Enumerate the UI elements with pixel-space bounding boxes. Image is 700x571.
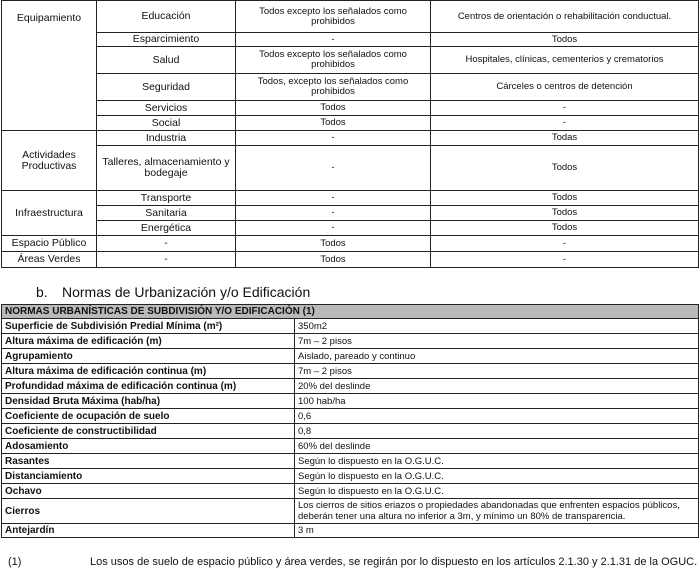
norm-value: Según lo dispuesto en la O.G.U.C.	[295, 454, 699, 469]
use-name: Transporte	[97, 191, 236, 206]
group-areas-verdes: Áreas Verdes	[2, 252, 97, 268]
norm-label: Antejardín	[2, 524, 295, 538]
use-prohibited: Todos	[431, 146, 699, 191]
norm-label: Cierros	[2, 499, 295, 524]
use-prohibited: Todos	[431, 33, 699, 47]
use-permitted: Todos	[236, 252, 431, 268]
norms-header: NORMAS URBANÍSTICAS DE SUBDIVISIÓN Y/O EDIFICACIÓN (1)	[2, 305, 699, 319]
use-name: Talleres, almacenamiento y bodegaje	[97, 146, 236, 191]
use-prohibited: -	[431, 116, 699, 131]
norm-value: Según lo dispuesto en la O.G.U.C.	[295, 469, 699, 484]
norm-value: 20% del deslinde	[295, 379, 699, 394]
group-infraestructura: Infraestructura	[2, 191, 97, 236]
use-name: Sanitaria	[97, 206, 236, 221]
land-use-table	[1, 0, 699, 268]
norm-label: Distanciamiento	[2, 469, 295, 484]
footnote-number: (1)	[8, 556, 22, 568]
use-permitted: Todos	[236, 101, 431, 116]
footnote-text: Los usos de suelo de espacio público y área verdes, se regirán por lo dispuesto en los artículos 2.1.30 y 2.1.31 de la OGUC.	[90, 556, 698, 568]
norm-label: Densidad Bruta Máxima (hab/ha)	[2, 394, 295, 409]
use-permitted: -	[236, 206, 431, 221]
use-prohibited: Cárceles o centros de detención	[431, 74, 699, 101]
use-prohibited: Todos	[431, 206, 699, 221]
section-letter: b.	[36, 284, 48, 300]
group-espacio-publico: Espacio Público	[2, 236, 97, 252]
use-prohibited: Todas	[431, 131, 699, 146]
norm-label: Agrupamiento	[2, 349, 295, 364]
norm-value: Los cierros de sitios eriazos o propiedades abandonadas que enfrenten espacios públicos, deberán tener una altura no inferior a 3m, y mínimo un 80% de transparencia.	[295, 499, 699, 524]
use-permitted: -	[236, 191, 431, 206]
use-name: Educación	[97, 1, 236, 33]
norm-value: 7m – 2 pisos	[295, 364, 699, 379]
norm-label: Altura máxima de edificación (m)	[2, 334, 295, 349]
use-name: Salud	[97, 47, 236, 74]
norms-table	[1, 304, 699, 538]
use-permitted: -	[236, 131, 431, 146]
use-permitted: -	[236, 146, 431, 191]
use-prohibited: Centros de orientación o rehabilitación conductual.	[431, 1, 699, 33]
norm-label: Ochavo	[2, 484, 295, 499]
norm-label: Superficie de Subdivisión Predial Mínima (m²)	[2, 319, 295, 334]
section-title: Normas de Urbanización y/o Edificación	[62, 284, 311, 300]
use-prohibited: -	[431, 101, 699, 116]
section-heading	[36, 284, 310, 300]
norm-value: 7m – 2 pisos	[295, 334, 699, 349]
norm-value: 0,8	[295, 424, 699, 439]
norm-value: 60% del deslinde	[295, 439, 699, 454]
use-permitted: Todos	[236, 116, 431, 131]
use-prohibited: Hospitales, clínicas, cementerios y crematorios	[431, 47, 699, 74]
use-permitted: Todos excepto los señalados como prohibidos	[236, 1, 431, 33]
norm-label: Altura máxima de edificación continua (m)	[2, 364, 295, 379]
use-name: Esparcimiento	[97, 33, 236, 47]
use-name: Industria	[97, 131, 236, 146]
use-name: Social	[97, 116, 236, 131]
use-permitted: Todos excepto los señalados como prohibidos	[236, 47, 431, 74]
use-name: Energética	[97, 221, 236, 236]
use-name: -	[97, 252, 236, 268]
norm-label: Adosamiento	[2, 439, 295, 454]
norm-label: Rasantes	[2, 454, 295, 469]
norm-label: Coeficiente de constructibilidad	[2, 424, 295, 439]
norm-label: Profundidad máxima de edificación continua (m)	[2, 379, 295, 394]
use-prohibited: -	[431, 236, 699, 252]
use-name: -	[97, 236, 236, 252]
use-prohibited: -	[431, 252, 699, 268]
norm-value: Aislado, pareado y continuo	[295, 349, 699, 364]
footnote	[8, 556, 698, 568]
use-name: Servicios	[97, 101, 236, 116]
group-equipamiento: Equipamiento	[2, 1, 97, 131]
use-permitted: -	[236, 221, 431, 236]
use-permitted: Todos, excepto los señalados como prohibidos	[236, 74, 431, 101]
norm-value: 100 hab/ha	[295, 394, 699, 409]
group-actividades-productivas: Actividades Productivas	[2, 131, 97, 191]
use-name: Seguridad	[97, 74, 236, 101]
norm-label: Coeficiente de ocupación de suelo	[2, 409, 295, 424]
use-prohibited: Todos	[431, 221, 699, 236]
norm-value: 350m2	[295, 319, 699, 334]
norm-value: 3 m	[295, 524, 699, 538]
norm-value: Según lo dispuesto en la O.G.U.C.	[295, 484, 699, 499]
norm-value: 0,6	[295, 409, 699, 424]
use-permitted: Todos	[236, 236, 431, 252]
use-prohibited: Todos	[431, 191, 699, 206]
use-permitted: -	[236, 33, 431, 47]
